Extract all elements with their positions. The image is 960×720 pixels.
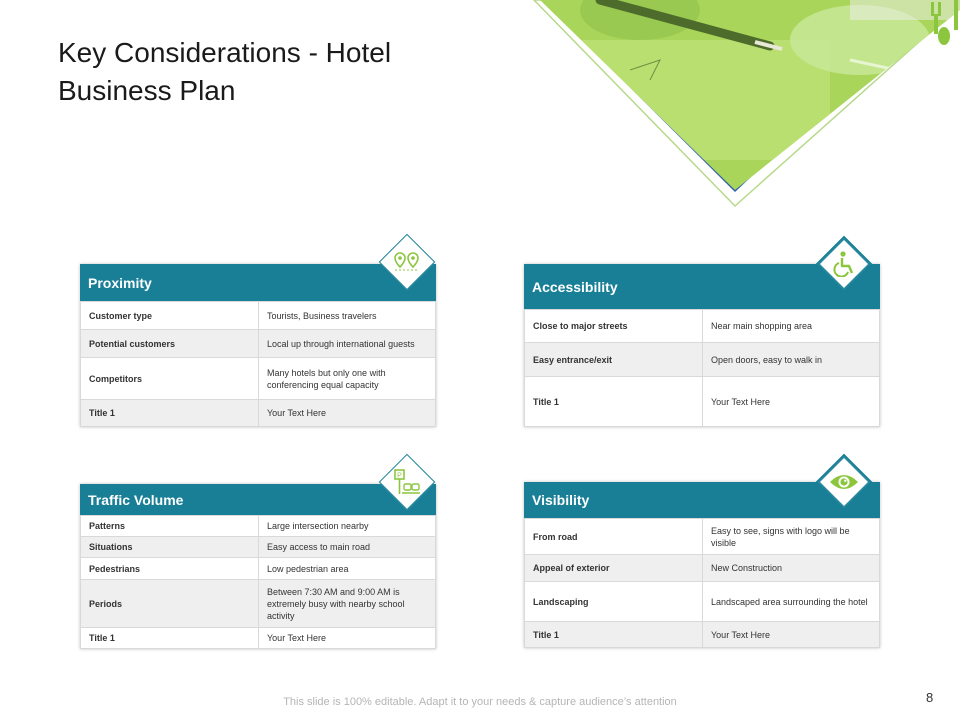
proximity-card-title: Proximity xyxy=(88,274,152,291)
row-value: Your Text Here xyxy=(703,377,880,427)
table-row xyxy=(81,558,436,580)
accessibility-table xyxy=(524,309,880,427)
table-row xyxy=(525,519,880,555)
table-row xyxy=(81,302,436,330)
table-row xyxy=(525,582,880,622)
title-line-1: Key Considerations - Hotel xyxy=(58,37,392,68)
row-value: Low pedestrian area xyxy=(259,558,436,580)
row-label: From road xyxy=(525,519,703,555)
row-label: Title 1 xyxy=(525,377,703,427)
proximity-card-header xyxy=(80,264,436,301)
row-label: Close to major streets xyxy=(525,310,703,343)
eye-icon xyxy=(824,462,864,502)
slide-title xyxy=(58,34,518,110)
row-label: Potential customers xyxy=(81,330,259,358)
location-pins-icon xyxy=(387,242,427,282)
table-row xyxy=(81,537,436,558)
row-label: Situations xyxy=(81,537,259,558)
table-row xyxy=(81,400,436,427)
table-row xyxy=(81,580,436,628)
proximity-card xyxy=(80,264,436,427)
row-label: Landscaping xyxy=(525,582,703,622)
row-value: Your Text Here xyxy=(259,628,436,649)
row-label: Title 1 xyxy=(525,622,703,648)
row-label: Easy entrance/exit xyxy=(525,343,703,377)
proximity-table xyxy=(80,301,436,427)
row-label: Customer type xyxy=(81,302,259,330)
row-label: Periods xyxy=(81,580,259,628)
row-value: Local up through international guests xyxy=(259,330,436,358)
row-label: Appeal of exterior xyxy=(525,555,703,582)
row-label: Title 1 xyxy=(81,628,259,649)
table-row xyxy=(525,310,880,343)
row-label: Competitors xyxy=(81,358,259,400)
row-value: Your Text Here xyxy=(259,400,436,427)
visibility-card-title: Visibility xyxy=(532,492,590,508)
row-value: Many hotels but only one with conferencing equal capacity xyxy=(259,358,436,400)
title-line-2: Business Plan xyxy=(58,75,236,106)
row-value: New Construction xyxy=(703,555,880,582)
table-row xyxy=(525,622,880,648)
parking-cars-icon xyxy=(387,462,427,502)
row-value: Your Text Here xyxy=(703,622,880,648)
row-value: Between 7:30 AM and 9:00 AM is extremely busy with nearby school activity xyxy=(259,580,436,628)
visibility-table xyxy=(524,518,880,648)
row-label: Pedestrians xyxy=(81,558,259,580)
table-row xyxy=(525,377,880,427)
table-row xyxy=(81,330,436,358)
row-value: Easy access to main road xyxy=(259,537,436,558)
traffic-volume-card-header xyxy=(80,484,436,515)
row-value: Open doors, easy to walk in xyxy=(703,343,880,377)
table-row xyxy=(525,555,880,582)
table-row xyxy=(525,343,880,377)
table-row xyxy=(81,516,436,537)
table-row xyxy=(81,628,436,649)
page-number: 8 xyxy=(926,690,934,705)
accessibility-card-title: Accessibility xyxy=(532,278,618,295)
row-value: Easy to see, signs with logo will be visible xyxy=(703,519,880,555)
row-label: Patterns xyxy=(81,516,259,537)
wheelchair-icon xyxy=(824,244,864,284)
row-value: Landscaped area surrounding the hotel xyxy=(703,582,880,622)
row-value: Tourists, Business travelers xyxy=(259,302,436,330)
row-value: Near main shopping area xyxy=(703,310,880,343)
footer-note: This slide is 100% editable. Adapt it to your needs & capture audience’s attention xyxy=(283,696,677,708)
accessibility-card xyxy=(524,264,880,427)
traffic-volume-card xyxy=(80,484,436,649)
svg-text:P: P xyxy=(397,472,402,480)
traffic-volume-table xyxy=(80,515,436,649)
row-label: Title 1 xyxy=(81,400,259,427)
row-value: Large intersection nearby xyxy=(259,516,436,537)
traffic-volume-card-title: Traffic Volume xyxy=(88,491,184,508)
corner-photo-decoration xyxy=(520,0,960,215)
table-row xyxy=(81,358,436,400)
visibility-card xyxy=(524,482,880,648)
